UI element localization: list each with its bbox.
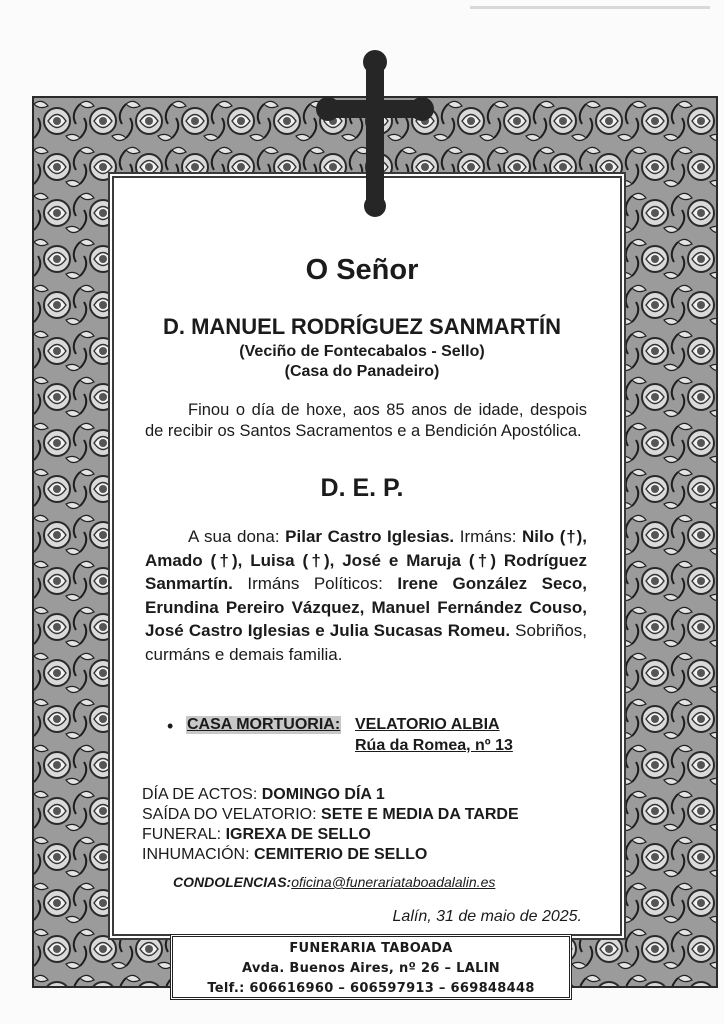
house-name: (Casa do Panadeiro): [284, 363, 440, 380]
acts-funeral-label: FUNERAL:: [142, 826, 226, 843]
mortuary-address: Rúa da Romea, nº 13: [355, 737, 513, 754]
honorific: O Señor: [305, 254, 419, 286]
acts-funeral: [142, 826, 371, 844]
condolences-line: [173, 874, 495, 890]
acts-day-label: DÍA DE ACTOS:: [142, 786, 262, 803]
mortuary-place: VELATORIO ALBIA: [355, 716, 500, 733]
inlaws-names: Irene González Seco, Erundina Pereiro Vázquez, Manuel Fernández Couso, José Castro Iglesias e Julia Sucasas Romeu.: [145, 574, 587, 641]
wife-name: Pilar Castro Iglesias.: [285, 527, 455, 546]
acts-burial-label: INHUMACIÓN:: [142, 846, 254, 863]
other-relatives: Sobriños, curmáns e demais familia.: [145, 621, 587, 664]
bullet-icon: •: [167, 716, 174, 736]
rip-heading: D. E. P.: [320, 474, 404, 502]
inlaws-label: Irmáns Políticos:: [232, 574, 398, 594]
wife-label: A sua dona:: [188, 527, 286, 546]
family-paragraph: [145, 525, 587, 667]
scan-artifact: [470, 6, 710, 9]
neighbour-of: (Veciño de Fontecabalos - Sello): [239, 343, 485, 360]
mortuary-label: CASA MORTUORIA:: [187, 716, 341, 733]
siblings-names: Nilo (†), Amado (†), Luisa (†), José e Maruja (†) Rodríguez Sanmartín.: [145, 527, 587, 594]
acts-exit-value: SETE E MEDIA DA TARDE: [321, 806, 519, 823]
condolences-label: CONDOLENCIAS:: [173, 874, 292, 890]
death-announcement: Finou o día de hoxe, aos 85 anos de idade, despois de recibir os Santos Sacramentos e a Bendición Apostólica.: [145, 401, 587, 440]
condolences-email-link[interactable]: oficina@funerariataboadalalin.es: [291, 874, 496, 890]
deceased-name: D. MANUEL RODRÍGUEZ SANMARTÍN: [162, 314, 562, 339]
acts-exit-label: SAÍDA DO VELATORIO:: [142, 806, 322, 823]
funeral-home-name: FUNERARIA TABOADA: [289, 941, 453, 956]
date-line: Lalín, 31 de maio de 2025.: [392, 908, 582, 925]
acts-day: [142, 786, 385, 804]
siblings-label: Irmáns:: [454, 527, 523, 546]
acts-burial: [142, 846, 427, 864]
acts-funeral-value: IGREXA DE SELLO: [225, 826, 371, 843]
acts-exit: [142, 806, 519, 824]
cross-icon: [316, 48, 434, 218]
funeral-home-address: Avda. Buenos Aires, nº 26 – LALIN: [242, 961, 500, 976]
funeral-home-phones: Telf.: 606616960 – 606597913 – 669848448: [207, 981, 535, 996]
acts-burial-value: CEMITERIO DE SELLO: [254, 846, 428, 863]
acts-day-value: DOMINGO DÍA 1: [261, 786, 385, 803]
funeral-home-box: [170, 934, 572, 1000]
